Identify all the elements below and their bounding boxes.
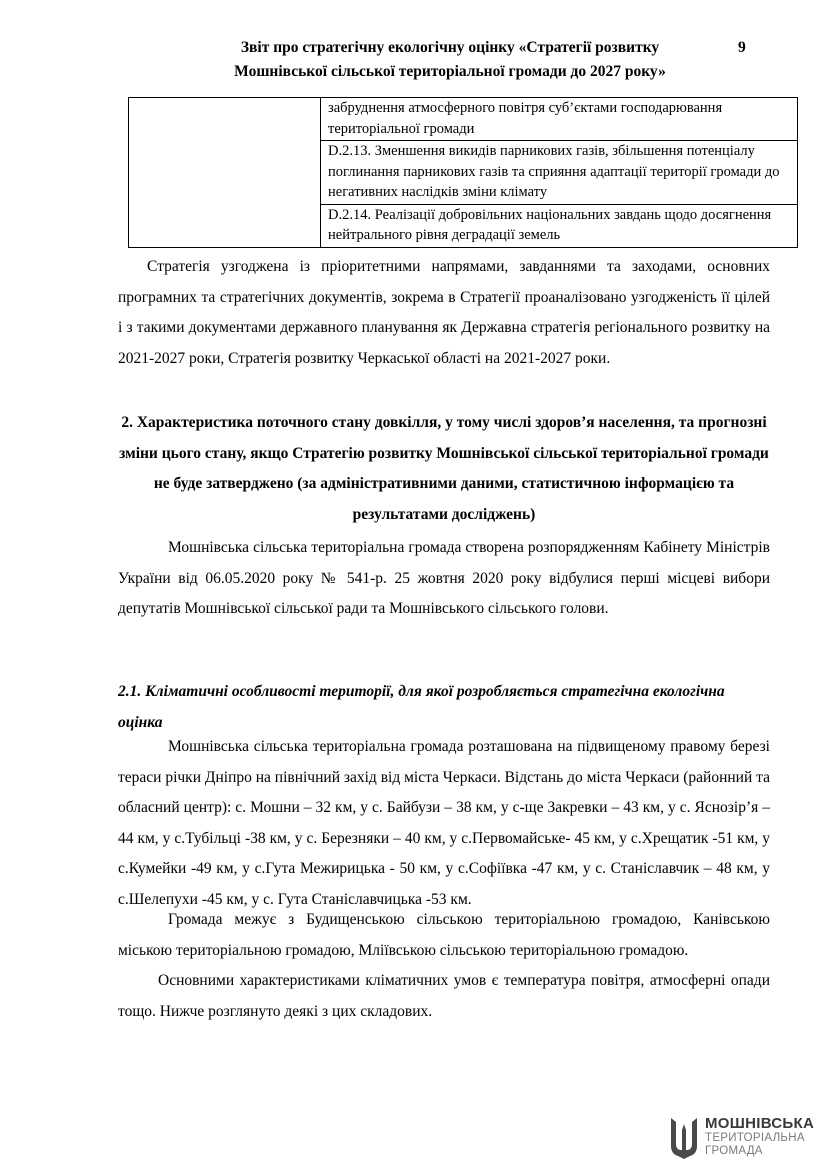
section-2-heading: 2. Характеристика поточного стану довкілля, у тому числі здоров’я населення, та прогнозні зміни цього стану, якщо Стратегію розвитку Мошнівської сільської територіальної громади не буде затверджено (за адміністративними даними, статистичною інформацією та результатами досліджень) bbox=[119, 414, 769, 523]
paragraph-climate: Основними характеристиками кліматичних умов є температура повітря, атмосферні опади тощо. Нижче розглянуто деякі з цих складових. bbox=[118, 972, 770, 1020]
table-cell: D.2.13. Зменшення викидів парникових газів, збільшення потенціалу поглинання парникових газів та сприяння адаптації території громади до негативних наслідків зміни клімату bbox=[321, 141, 798, 205]
paragraph-community-creation: Мошнівська сільська територіальна громада створена розпорядженням Кабінету Міністрів України від 06.05.2020 року № 541-р. 25 жовтня 2020 року відбулися перші місцеві вибори депутатів Мошнівської сільської ради та Мошнівського сільського голови. bbox=[118, 539, 770, 617]
community-logo bbox=[668, 1114, 815, 1162]
logo-line3: ГРОМАДА bbox=[705, 1145, 763, 1157]
page-number: 9 bbox=[738, 39, 746, 56]
paragraph-strategy-alignment: Стратегія узгоджена із пріоритетними напрямами, завданнями та заходами, основних програмних та стратегічних документів, зокрема в Стратегії проаналізовано узгодженість її цілей і з такими документами державного планування як Державна стратегія регіонального розвитку на 2021-2027 роки, Стратегія розвитку Черкаської області на 2021-2027 роки. bbox=[118, 258, 770, 367]
header-title-line1: Звіт про стратегічну екологічну оцінку «Стратегії розвитку bbox=[240, 39, 660, 56]
table-row bbox=[129, 98, 798, 141]
paragraph-borders: Громада межує з Будищенською сільською територіальною громадою, Канівською міською територіальною громадою, Мліївською сільською територіальною громадою. bbox=[118, 911, 770, 959]
trident-icon bbox=[668, 1116, 700, 1160]
tasks-table bbox=[128, 97, 798, 248]
logo-line1: МОШНІВСЬКА bbox=[705, 1115, 815, 1132]
logo-line2: ТЕРИТОРІАЛЬНА bbox=[705, 1132, 805, 1144]
table-cell: D.2.14. Реалізації добровільних національних завдань щодо досягнення нейтрального рівня деградації земель bbox=[321, 204, 798, 247]
paragraph-location: Мошнівська сільська територіальна громада розташована на підвищеному правому березі тераси річки Дніпро на північний захід від міста Черкаси. Відстань до міста Черкаси (районний та обласний центр): с. Мошни – 32 км, у с. Байбузи – 38 км, у с-ще Закревки – 43 км, у с. Яснозір’я – 44 км, у с.Тубільці -38 км, у с. Березняки – 40 км, у с.Первомайське- 45 км, у с.Хрещатик -51 км, у с.Кумейки -49 км, у с.Гута Межирицька - 50 км, у с.Софіївка -47 км, у с. Станіславчик – 48 км, у с.Шелепухи -45 км, у с. Гута Станіславчицька -53 км. bbox=[118, 738, 770, 908]
table-cell: забруднення атмосферного повітря суб’єктами господарювання територіальної громади bbox=[321, 98, 798, 141]
header-title-line2: Мошнівської сільської територіальної громади до 2027 року» bbox=[234, 63, 666, 80]
report-header bbox=[200, 36, 700, 84]
section-2-1-heading: 2.1. Кліматичні особливості території, для якої розробляється стратегічна екологічна оцінка bbox=[118, 683, 725, 731]
table-cell-empty bbox=[129, 98, 321, 248]
